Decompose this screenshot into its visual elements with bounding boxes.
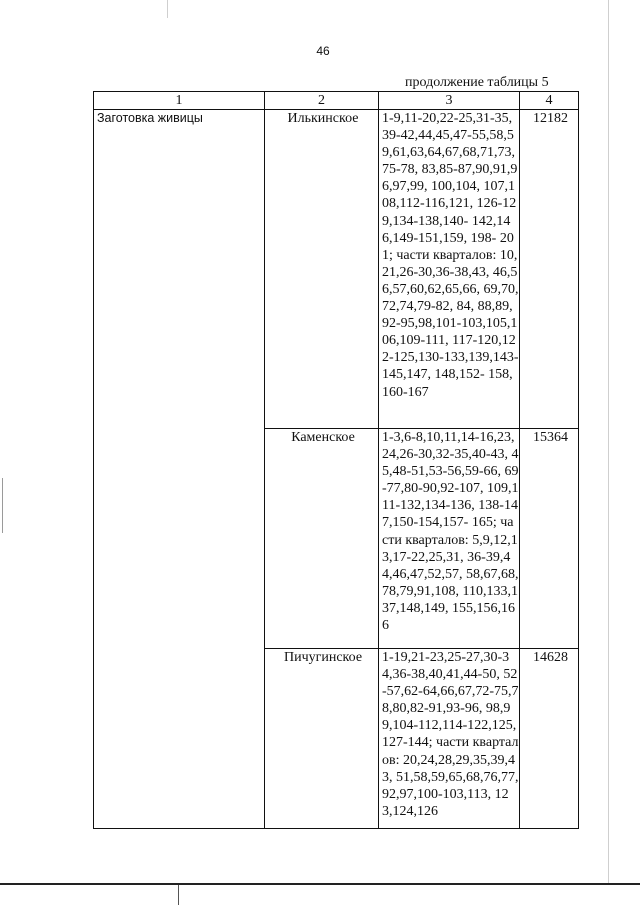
area-cell: 12182 bbox=[520, 110, 579, 429]
page-number: 46 bbox=[316, 44, 330, 58]
area-cell: 15364 bbox=[520, 429, 579, 649]
quarters-cell: 1-3,6-8,10,11,14-16,23, 24,26-30,32-35,40-43, 45,48-51,53-56,59-66, 69-77,80-90,92-107, 109,111-132,134-136, 138-147,150-154,157- 165; части кварталов: 5,9,12,13,17-22,25,31, 36-39,44,46,47,52,57, 58,67,68,78,79,91,108, 110,133,137,148,149, 155,156,166 bbox=[379, 429, 520, 649]
quarters-cell: 1-9,11-20,22-25,31-35,39-42,44,45,47-55,58,59,61,63,64,67,68,71,73,75-78, 83,85-87,90,91,96,97,99, 100,104, 107,108,112-116,121, 126-129,134-138,140- 142,146,149-151,159, 198- 201; части кварталов: 10,21,26-30,36-38,43, 46,56,57,60,62,65,66, 69,70,72,74,79-82, 84, 88,89,92-95,98,101-103,105,106,109-111, 117-120,122-125,130-133,139,143-145,147, 148,152- 158,160-167 bbox=[379, 110, 520, 429]
activity-cell: Заготовка живицы bbox=[94, 110, 265, 829]
forestry-cell: Каменское bbox=[265, 429, 379, 649]
header-col-4: 4 bbox=[520, 92, 579, 110]
scan-bottom-rule bbox=[0, 883, 640, 885]
header-col-2: 2 bbox=[265, 92, 379, 110]
scan-bottom-tick bbox=[178, 885, 179, 905]
header-col-1: 1 bbox=[94, 92, 265, 110]
quarters-cell: 1-19,21-23,25-27,30-34,36-38,40,41,44-50, 52-57,62-64,66,67,72-75,78,80,82-91,93-96, 98,99,104-112,114-122,125,127-144; части кварталов: 20,24,28,29,35,39,43, 51,58,59,65,68,76,77, 92,97,100-103,113, 123,124,126 bbox=[379, 649, 520, 829]
forestry-cell: Пичугинское bbox=[265, 649, 379, 829]
quarters-table bbox=[93, 91, 579, 829]
table-row bbox=[94, 110, 579, 429]
scan-edge-mark-left bbox=[2, 478, 3, 533]
forestry-cell: Илькинское bbox=[265, 110, 379, 429]
scan-edge-mark-top bbox=[167, 0, 168, 18]
area-cell: 14628 bbox=[520, 649, 579, 829]
table-header-row bbox=[94, 92, 579, 110]
scan-edge-mark-right bbox=[608, 0, 609, 885]
table-continuation-caption: продолжение таблицы 5 bbox=[405, 75, 549, 90]
header-col-3: 3 bbox=[379, 92, 520, 110]
